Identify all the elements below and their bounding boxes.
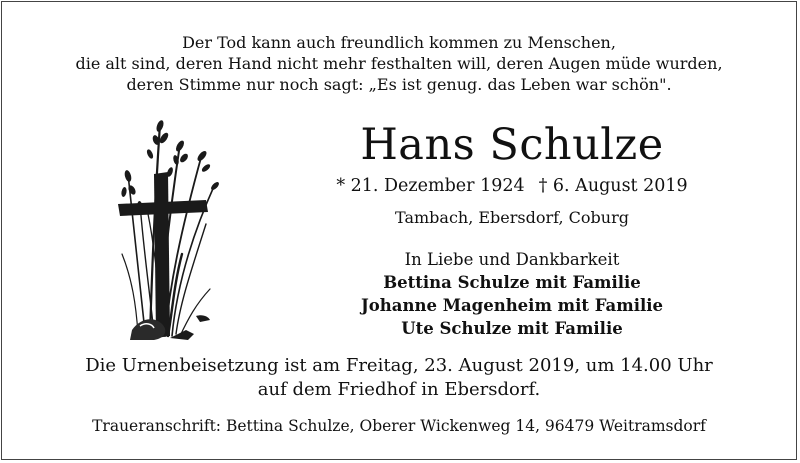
poem [2, 32, 796, 95]
mourner-1: Bettina Schulze mit Familie [383, 273, 641, 292]
poem-line-2: die alt sind, deren Hand nicht mehr festhalten will, deren Augen müde wurden, [75, 54, 723, 73]
cross-with-grass-icon [110, 104, 230, 342]
life-dates [302, 174, 722, 198]
obituary-card [1, 1, 797, 460]
ceremony-info [2, 354, 796, 402]
places: Tambach, Ebersdorf, Coburg [395, 208, 629, 227]
mourner-2: Johanne Magenheim mit Familie [360, 296, 664, 315]
poem-line-3: deren Stimme nur noch sagt: „Es ist genug. das Leben war schön". [126, 75, 672, 94]
poem-line-1: Der Tod kann auch freundlich kommen zu Menschen, [182, 33, 616, 52]
death-date: † 6. August 2019 [538, 176, 688, 196]
mourner-3: Ute Schulze mit Familie [401, 319, 623, 338]
ceremony-line-2: auf dem Friedhof in Ebersdorf. [257, 379, 541, 400]
mourners-intro: In Liebe und Dankbarkeit [404, 250, 620, 269]
deceased-name: Hans Schulze [360, 120, 664, 170]
ceremony-line-1: Die Urnenbeisetzung ist am Freitag, 23. August 2019, um 14.00 Uhr [85, 355, 713, 376]
mourners [292, 248, 732, 340]
birth-date: * 21. Dezember 1924 [336, 176, 525, 196]
condolence-address: Traueranschrift: Bettina Schulze, Oberer Wickenweg 14, 96479 Weitramsdorf [92, 417, 706, 435]
